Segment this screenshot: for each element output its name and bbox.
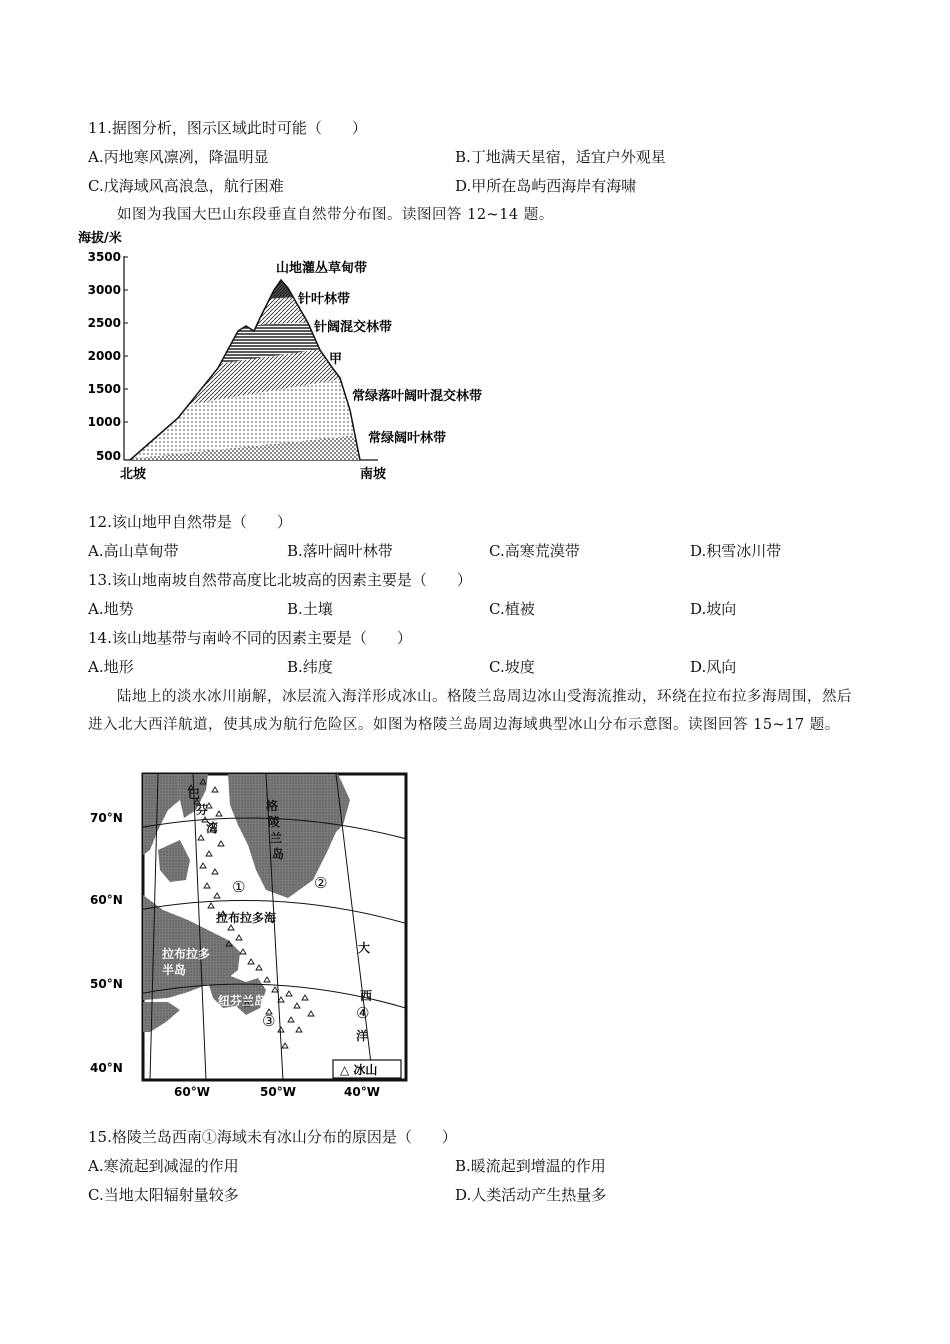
q12-stem: 12.该山地甲自然带是（ ） (88, 513, 292, 531)
baffin-bay-label-1: 巴 (188, 787, 201, 801)
q11-option-a: A.丙地寒风凛冽，降温明显 (88, 148, 269, 166)
q12-option-c: C.高寒荒漠带 (489, 542, 580, 560)
q13-stem: 13.该山地南坡自然带高度比北坡高的因素主要是（ ） (88, 571, 472, 589)
q14-option-c: C.坡度 (489, 658, 535, 676)
baffin-bay-label-2: 芬 (196, 803, 209, 817)
q15-option-d: D.人类活动产生热量多 (455, 1186, 607, 1204)
q15-stem: 15.格陵兰岛西南①海域未有冰山分布的原因是（ ） (88, 1128, 457, 1146)
q13-option-a: A.地势 (88, 600, 134, 618)
q11-option-c: C.戊海域风高浪急，航行困难 (88, 177, 284, 195)
lon-label-60w: 60°W (174, 1085, 210, 1099)
q14-stem: 14.该山地基带与南岭不同的因素主要是（ ） (88, 629, 412, 647)
q11-option-b: B.丁地满天星宿，适宜户外观星 (455, 148, 666, 166)
greenland-label-1: 格 (266, 799, 279, 813)
atlantic-label-3: 洋 (356, 1029, 369, 1043)
q15-option-b: B.暖流起到增温的作用 (455, 1157, 606, 1175)
atlantic-label-2: 西 (360, 989, 373, 1003)
zone-label-evergreen-broadleaf: 常绿阔叶林带 (368, 431, 447, 446)
zone-label-jia: 甲 (329, 352, 343, 367)
q15-option-a: A.寒流起到减湿的作用 (88, 1157, 239, 1175)
q12-option-a: A.高山草甸带 (88, 542, 179, 560)
labrador-sea-label: 拉布拉多海 (216, 911, 277, 925)
mountain-zonation-figure (78, 228, 518, 488)
y-axis-label: 海拔/米 (78, 231, 122, 246)
lon-label-40w: 40°W (344, 1085, 380, 1099)
q14-option-a: A.地形 (88, 658, 134, 676)
y-tick-500: 500 (95, 449, 121, 463)
baffin-bay-label-3: 湾 (206, 821, 219, 835)
lat-label-60n: 60°N (90, 893, 123, 907)
atlantic-label-1: 大 (358, 941, 371, 955)
iceberg-map-figure (88, 770, 418, 1100)
greenland-label-4: 岛 (272, 847, 285, 861)
y-tick-1500: 1500 (87, 382, 121, 396)
q13-option-c: C.植被 (489, 600, 535, 618)
zone-label-shrub-meadow: 山地灌丛草甸带 (276, 261, 368, 276)
area-mark-4: ④ (356, 1004, 370, 1022)
q12-option-b: B.落叶阔叶林带 (287, 542, 393, 560)
y-tick-3000: 3000 (87, 283, 121, 297)
north-slope-label: 北坡 (120, 467, 147, 482)
labrador-peninsula-label-2: 半岛 (162, 963, 187, 977)
zone-label-coniferous: 针叶林带 (298, 292, 351, 307)
zone-label-mixed-coniferous-broadleaf: 针阔混交林带 (314, 320, 393, 335)
lat-label-50n: 50°N (90, 977, 123, 991)
legend-iceberg: △ 冰山 (340, 1063, 378, 1077)
q15-option-c: C.当地太阳辐射量较多 (88, 1186, 239, 1204)
q14-option-d: D.风向 (690, 658, 737, 676)
q12-option-d: D.积雪冰川带 (690, 542, 782, 560)
greenland-label-2: 陵 (268, 815, 281, 829)
y-tick-2500: 2500 (87, 316, 121, 330)
area-mark-2: ② (314, 874, 328, 892)
q11-option-d: D.甲所在岛屿西海岸有海啸 (455, 177, 637, 195)
intro-12-14: 如图为我国大巴山东段垂直自然带分布图。读图回答 12~14 题。 (117, 207, 554, 223)
greenland-label-3: 兰 (270, 831, 283, 845)
zone-label-evergreen-deciduous-mixed: 常绿落叶阔叶混交林带 (352, 389, 483, 404)
area-mark-3: ③ (262, 1012, 276, 1030)
y-tick-1000: 1000 (87, 415, 121, 429)
y-tick-3500: 3500 (87, 250, 121, 264)
q13-option-d: D.坡向 (690, 600, 737, 618)
area-mark-1: ① (232, 878, 246, 896)
lat-label-40n: 40°N (90, 1061, 123, 1075)
labrador-peninsula-label-1: 拉布拉多 (162, 947, 211, 961)
lat-label-70n: 70°N (90, 811, 123, 825)
q14-option-b: B.纬度 (287, 658, 333, 676)
intro-15-17: 陆地上的淡水冰川崩解，冰层流入海洋形成冰山。格陵兰岛周边冰山受海流推动，环绕在拉布拉多海周围，然后进入北大西洋航道，使其成为航行危险区。如图为格陵兰岛周边海域典型冰山分布示意图。读图回答 15~17 题。 (88, 689, 852, 733)
south-slope-label: 南坡 (360, 467, 387, 482)
q13-option-b: B.土壤 (287, 600, 333, 618)
newfoundland-label: 纽芬兰岛 (218, 994, 267, 1008)
y-tick-2000: 2000 (87, 349, 121, 363)
lon-label-50w: 50°W (260, 1085, 296, 1099)
q11-stem: 11.据图分析，图示区域此时可能（ ） (88, 119, 367, 137)
